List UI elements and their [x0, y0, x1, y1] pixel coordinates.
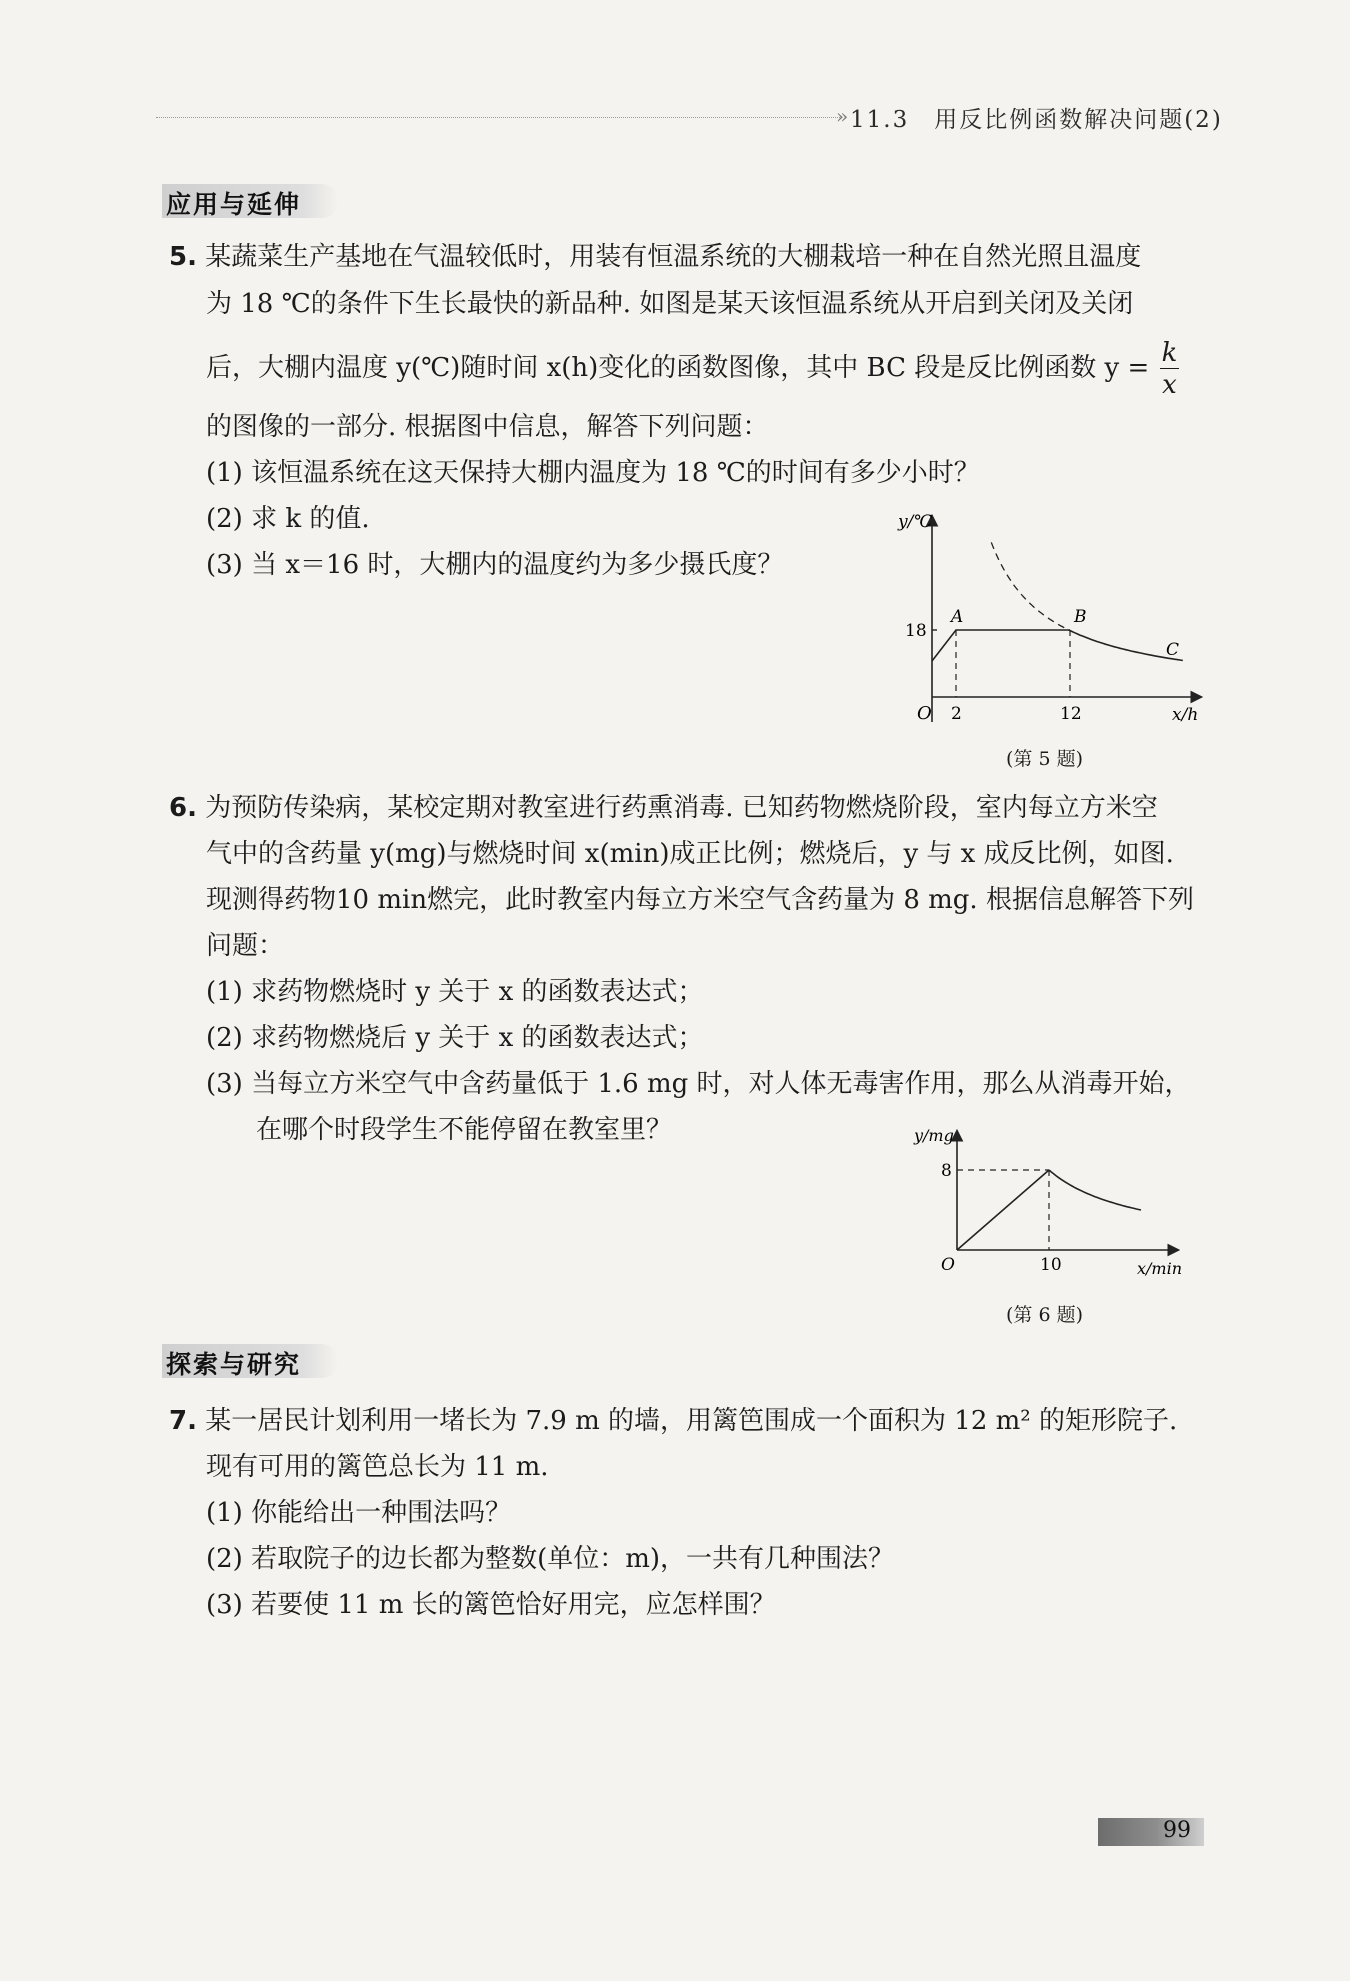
x-axis-label: x/h: [1172, 705, 1199, 725]
q5-line3: 后，大棚内温度 y(℃)随时间 x(h)变化的函数图像，其中 BC 段是反比例函数 y = $\frac{k}{x}$: [206, 338, 1178, 400]
q7-part1: (1) 你能给出一种围法吗？: [206, 1498, 512, 1528]
q7-part3: (3) 若要使 11 m 长的篱笆恰好用完，应怎样围？: [206, 1590, 776, 1620]
section-banner-exploration: [162, 1344, 338, 1378]
figure-6-medicine-graph: [905, 1118, 1195, 1278]
series-inverse-dashed: [991, 542, 1069, 630]
q6-part3b: 在哪个时段学生不能停留在教室里？: [256, 1115, 673, 1145]
q6-part3a: (3) 当每立方米空气中含药量低于 1.6 mg 时，对人体无毒害作用，那么从消毒开始，: [206, 1069, 1191, 1099]
figure-5-temperature-graph: [890, 505, 1220, 735]
y-axis-label: y/mg: [914, 1126, 954, 1145]
q6-part1: (1) 求药物燃烧时 y 关于 x 的函数表达式；: [206, 977, 704, 1007]
x-axis-label: x/min: [1137, 1259, 1183, 1278]
section-title: 探索与研究: [166, 1350, 302, 1379]
point-label-b: B: [1074, 607, 1087, 627]
figure-6-caption: (第 6 题): [1006, 1304, 1083, 1326]
section-title: 应用与延伸: [166, 190, 302, 219]
tick-label-x-2: 2: [951, 704, 962, 724]
header-arrow-icon: »: [836, 104, 849, 128]
section-banner-application: [162, 184, 338, 218]
point-label-a: A: [951, 607, 964, 627]
q6-line4: 问题：: [206, 931, 285, 961]
series-burning: [957, 1170, 1049, 1250]
series-after-burning: [1049, 1170, 1141, 1210]
q7-line2: 现有可用的篱笆总长为 11 m.: [206, 1452, 549, 1482]
q6-number: 6.: [169, 793, 197, 823]
origin-label: O: [917, 703, 932, 724]
q5-number: 5.: [169, 242, 197, 272]
origin-label: O: [941, 1255, 955, 1275]
figure-5-caption: (第 5 题): [1006, 748, 1083, 770]
q5-part2: (2) 求 k 的值.: [206, 504, 370, 534]
tick-label-y-8: 8: [941, 1161, 952, 1181]
q6-line3: 现测得药物10 min燃完，此时教室内每立方米空气含药量为 8 mg. 根据信息解答下列: [206, 885, 1194, 915]
q5-part3: (3) 当 x＝16 时，大棚内的温度约为多少摄氏度？: [206, 550, 784, 580]
q7-number: 7.: [169, 1406, 197, 1436]
q5-line4: 的图像的一部分. 根据图中信息，解答下列问题：: [206, 412, 769, 442]
header-title: 11.3 用反比例函数解决问题(2): [850, 107, 1223, 133]
page-number: 99: [1163, 1818, 1191, 1843]
tick-label-x-12: 12: [1060, 704, 1082, 724]
q5-part1: (1) 该恒温系统在这天保持大棚内温度为 18 ℃的时间有多少小时？: [206, 458, 980, 488]
y-axis-label: y/℃: [898, 512, 933, 532]
header-rule: [156, 117, 842, 118]
q6-line1: 6. 为预防传染病，某校定期对教室进行药熏消毒. 已知药物燃烧阶段，室内每立方米空: [169, 793, 1158, 823]
q7-line1: 7. 某一居民计划利用一堵长为 7.9 m 的墙，用篱笆围成一个面积为 12 m² 的矩形院子.: [169, 1406, 1178, 1436]
q7-part2: (2) 若取院子的边长都为整数(单位：m)，一共有几种围法？: [206, 1544, 895, 1574]
series-heating-and-constant: [932, 630, 1070, 661]
q6-part2: (2) 求药物燃烧后 y 关于 x 的函数表达式；: [206, 1023, 704, 1053]
point-label-c: C: [1166, 640, 1180, 660]
tick-label-x-10: 10: [1040, 1255, 1062, 1275]
q6-line2: 气中的含药量 y(mg)与燃烧时间 x(min)成正比例；燃烧后，y 与 x 成反比例，如图.: [206, 839, 1174, 869]
tick-label-y-18: 18: [905, 621, 927, 641]
fraction-k-over-x: $\frac{k}{x}$: [1161, 338, 1178, 400]
q5-line2: 为 18 ℃的条件下生长最快的新品种. 如图是某天该恒温系统从开启到关闭及关闭: [206, 289, 1134, 319]
q5-line1: 5. 某蔬菜生产基地在气温较低时，用装有恒温系统的大棚栽培一种在自然光照且温度: [169, 242, 1142, 272]
